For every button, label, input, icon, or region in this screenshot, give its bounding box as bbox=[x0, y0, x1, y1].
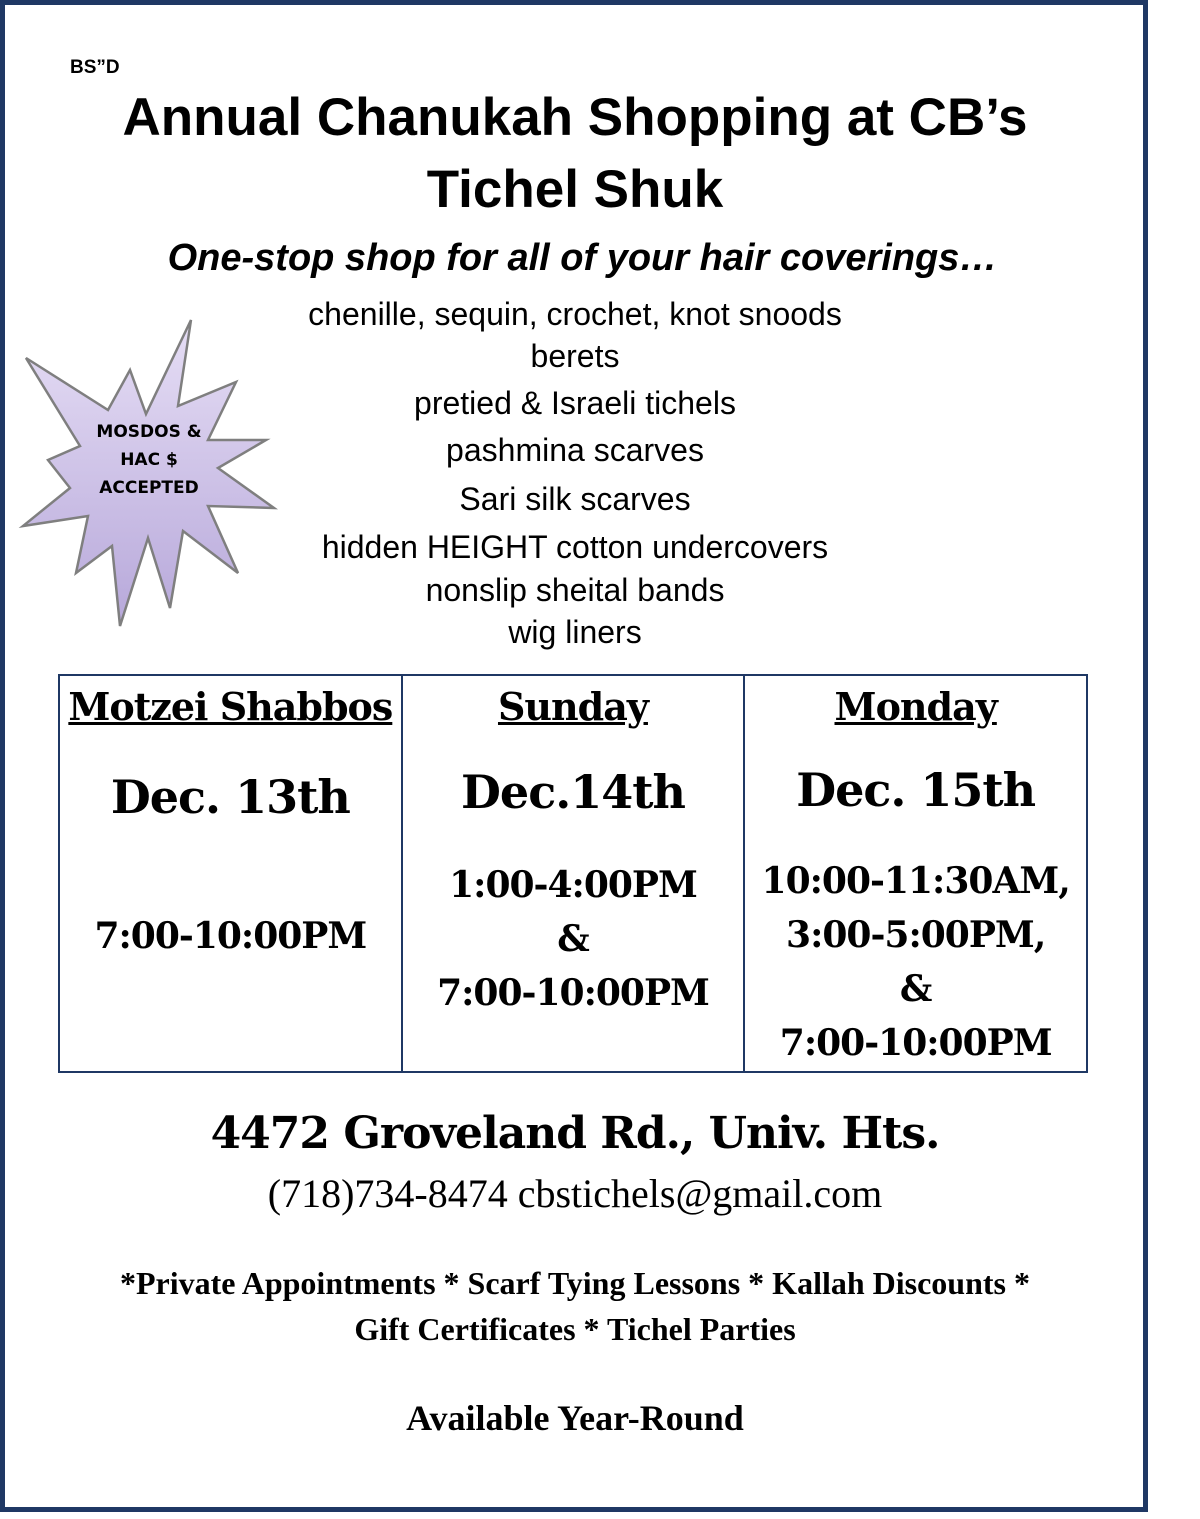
hours-line: 10:00-11:30AM, bbox=[761, 860, 1070, 902]
product-item: berets bbox=[530, 338, 620, 374]
badge-line: HAC $ bbox=[120, 450, 178, 470]
hours-line: 7:00-10:00PM bbox=[779, 1022, 1052, 1064]
title-line-2: Tichel Shuk bbox=[426, 160, 724, 219]
schedule-cell-sunday bbox=[402, 675, 745, 1072]
title-line-1: Annual Chanukah Shopping at CB’s bbox=[122, 88, 1028, 147]
product-item: wig liners bbox=[508, 614, 642, 650]
bsd-label: BS”D bbox=[70, 57, 120, 78]
hours-block bbox=[403, 858, 744, 1020]
day-label: Sunday bbox=[497, 684, 648, 729]
product-item: Sari silk scarves bbox=[459, 481, 691, 517]
badge-line: MOSDOS & bbox=[96, 422, 202, 442]
hours-line: & bbox=[557, 918, 589, 960]
schedule-cell-monday bbox=[744, 675, 1087, 1072]
subtitle: One-stop shop for all of your hair coverings… bbox=[167, 237, 998, 279]
hours-line: 1:00-4:00PM bbox=[449, 864, 697, 906]
schedule-table bbox=[58, 674, 1088, 1073]
hours-line: 7:00-10:00PM bbox=[94, 915, 367, 957]
hours-block bbox=[60, 909, 401, 963]
address: 4472 Groveland Rd., Univ. Hts. bbox=[210, 1108, 940, 1159]
product-item: chenille, sequin, crochet, knot snoods bbox=[308, 296, 842, 332]
date-label: Dec.14th bbox=[461, 765, 685, 819]
services-list: *Private Appointments * Scarf Tying Lessons * Kallah Discounts * Gift Certificates * Tichel Parties bbox=[119, 1265, 1030, 1347]
date-label: Dec. 15th bbox=[796, 763, 1036, 817]
date-label: Dec. 13th bbox=[110, 770, 350, 824]
badge-line: ACCEPTED bbox=[99, 478, 199, 498]
hours-line: & bbox=[899, 968, 932, 1010]
contact-info: (718)734-8474 cbstichels@gmail.com bbox=[267, 1171, 883, 1216]
product-item: nonslip sheital bands bbox=[425, 572, 725, 608]
product-item: pashmina scarves bbox=[446, 432, 704, 468]
badge-text bbox=[64, 418, 234, 502]
hours-line: 3:00-5:00PM, bbox=[786, 914, 1046, 956]
day-label: Monday bbox=[834, 684, 997, 729]
schedule-cell-motzei-shabbos bbox=[59, 675, 402, 1072]
hours-block bbox=[745, 854, 1086, 1070]
year-round-note: Available Year-Round bbox=[406, 1398, 744, 1438]
product-item: pretied & Israeli tichels bbox=[414, 385, 736, 421]
day-label: Motzei Shabbos bbox=[68, 684, 393, 729]
product-item: hidden HEIGHT cotton undercovers bbox=[321, 529, 829, 565]
hours-line: 7:00-10:00PM bbox=[437, 972, 709, 1014]
